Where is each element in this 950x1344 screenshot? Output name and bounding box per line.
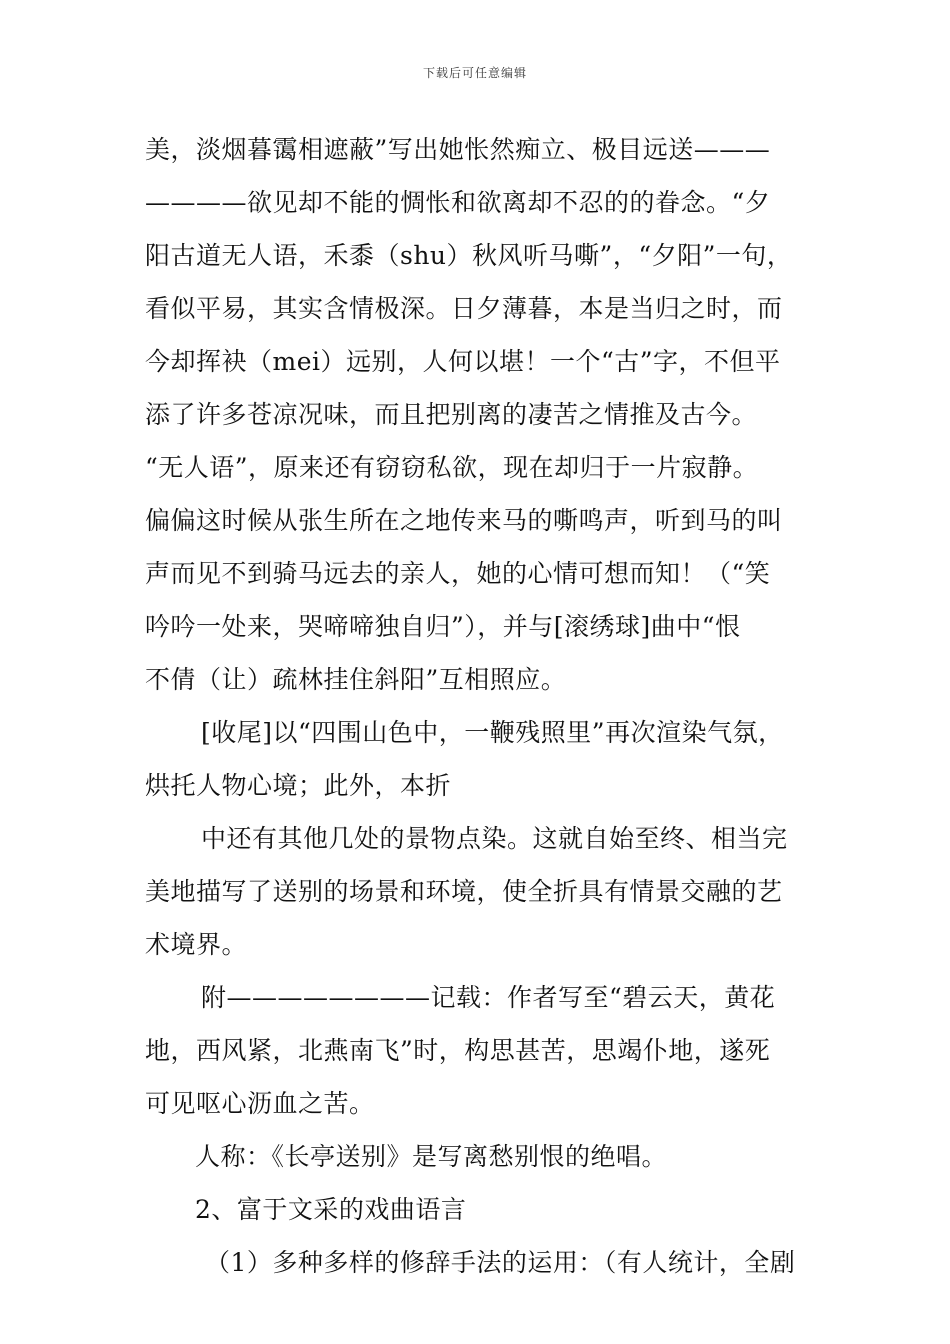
- text-line: ————欲见却不能的惆怅和欲离却不忍的的眷念。“夕: [145, 188, 771, 217]
- text-line: “无人语”，原来还有窃窃私欲，现在却归于一片寂静。: [145, 453, 759, 482]
- text-line: 美，淡烟暮霭相遮蔽”写出她怅然痴立、极目远送———: [145, 135, 771, 164]
- text-line: 偏偏这时候从张生所在之地传来马的嘶鸣声，听到马的叫: [145, 506, 783, 535]
- text-line: 声而见不到骑马远去的亲人，她的心情可想而知！（“笑: [145, 559, 771, 588]
- text-line: 添了许多苍凉况味，而且把别离的凄苦之情推及古今。: [145, 400, 758, 429]
- text-line: 地，西风紧，北燕南飞”时，构思甚苦，思竭仆地，遂死: [145, 1036, 771, 1065]
- text-line: 今却挥袂（mei）远别，人何以堪！一个“古”字，不但平: [145, 347, 781, 376]
- page-header: 下载后可任意编辑: [422, 66, 527, 80]
- text-line: 术境界。: [145, 930, 248, 959]
- text-line: 烘托人物心境；此外，本折: [145, 771, 452, 800]
- section-heading: 2、富于文采的戏曲语言: [195, 1195, 467, 1224]
- document-body: [145, 123, 817, 1289]
- paragraph-start-line: [收尾]以“四围山色中，一鞭残照里”再次渲染气氛，: [201, 718, 784, 747]
- subsection-heading: （1）多种多样的修辞手法的运用：（有人统计，全剧: [205, 1248, 796, 1277]
- text-line: 美地描写了送别的场景和环境，使全折具有情景交融的艺: [145, 877, 783, 906]
- paragraph-start-line: 人称：《长亭送别》是写离愁别恨的绝唱。: [195, 1142, 668, 1171]
- paragraph-start-line: 中还有其他几处的景物点染。这就自始至终、相当完: [201, 824, 788, 853]
- paragraph-start-line: 附————————记载：作者写至“碧云天，黄花: [201, 983, 776, 1012]
- text-line: 可见呕心沥血之苦。: [145, 1089, 375, 1118]
- text-line: 不倩（让）疏林挂住斜阳”互相照应。: [145, 665, 567, 694]
- text-line: 看似平易，其实含情极深。日夕薄暮，本是当归之时，而: [145, 294, 783, 323]
- text-line: 吟吟一处来，哭啼啼独自归”），并与[滚绣球]曲中“恨: [145, 612, 741, 641]
- text-line: 阳古道无人语，禾黍（shu）秋风听马嘶”，“夕阳”一句，: [145, 241, 793, 270]
